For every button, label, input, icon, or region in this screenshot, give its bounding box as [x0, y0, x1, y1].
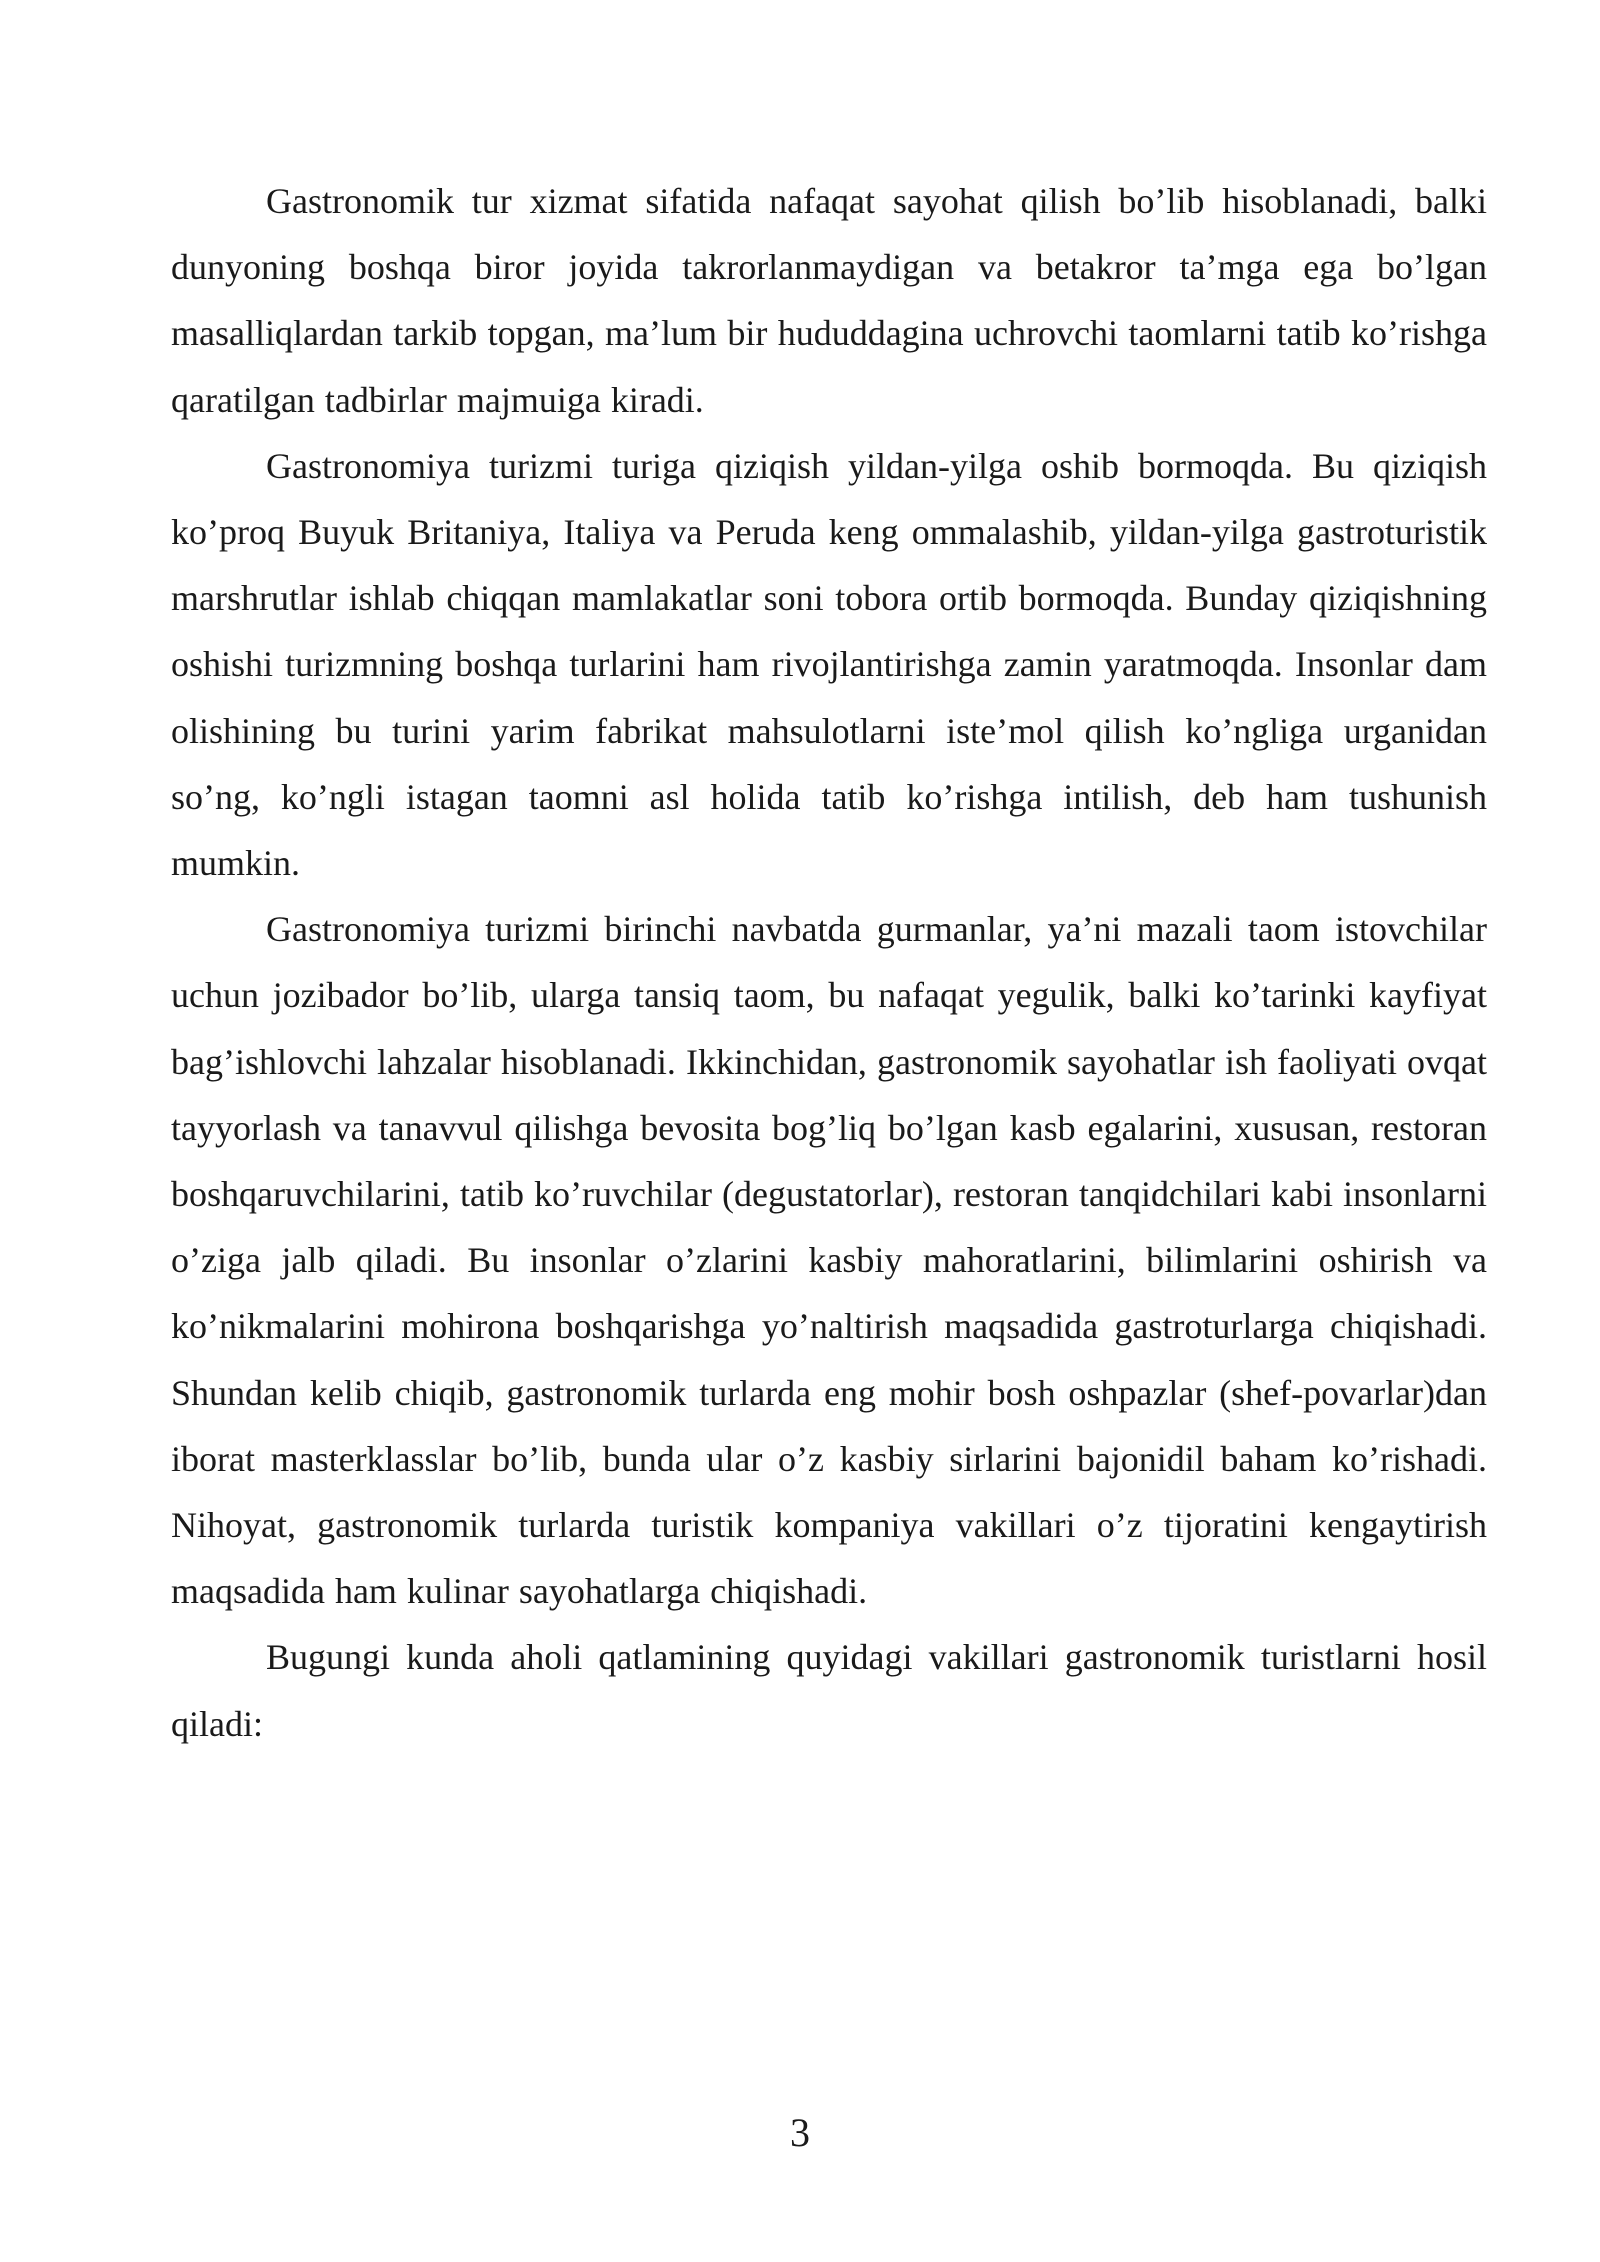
paragraph-3: Gastronomiya turizmi birinchi navbatda gurmanlar, ya’ni mazali taom istovchilar uchun jozibador bo’lib, ularga tansiq taom, bu nafaqat yegulik, balki ko’tarinki kayfiyat bag’ishlovchi lahzalar hisoblanadi. Ikkinchidan, gastronomik sayohatlar ish faoliyati ovqat tayyorlash va tanavvul qilishga bevosita bog’liq bo’lgan kasb egalarini, xususan, restoran boshqaruvchilarini, tatib ko’ruvchilar (degustatorlar), restoran tanqidchilari kabi insonlarni o’ziga jalb qiladi. Bu insonlar o’zlarini kasbiy mahoratlarini, bilimlarini oshirish va ko’nikmalarini mohirona boshqarishga yo’naltirish maqsadida gastroturlarga chiqishadi. Shundan kelib chiqib, gastronomik turlarda eng mohir bosh oshpazlar (shef-povarlar)dan iborat masterklasslar bo’lib, bunda ular o’z kasbiy sirlarini bajonidil baham ko’rishadi. Nihoyat, gastronomik turlarda turistik kompaniya vakillari o’z tijoratini kengaytirish maqsadida ham kulinar sayohatlarga chiqishadi.	[171, 909, 1487, 1612]
paragraph-4: Bugungi kunda aholi qatlamining quyidagi vakillari gastronomik turistlarni hosil qiladi:	[171, 1637, 1487, 1744]
page-number: 3	[790, 2110, 810, 2155]
body-text	[171, 168, 1487, 1757]
paragraph-1: Gastronomik tur xizmat sifatida nafaqat sayohat qilish bo’lib hisoblanadi, balki dunyoning boshqa biror joyida takrorlanmaydigan va betakror ta’mga ega bo’lgan masalliqlardan tarkib topgan, ma’lum bir hududdagina uchrovchi taomlarni tatib ko’rishga qaratilgan tadbirlar majmuiga kiradi.	[171, 181, 1487, 420]
paragraph-2: Gastronomiya turizmi turiga qiziqish yildan-yilga oshib bormoqda. Bu qiziqish ko’proq Buyuk Britaniya, Italiya va Peruda keng ommalashib, yildan-yilga gastroturistik marshrutlar ishlab chiqqan mamlakatlar soni tobora ortib bormoqda. Bunday qiziqishning oshishi turizmning boshqa turlarini ham rivojlantirishga zamin yaratmoqda. Insonlar dam olishining bu turini yarim fabrikat mahsulotlarni iste’mol qilish ko’ngliga urganidan so’ng, ko’ngli istagan taomni asl holida tatib ko’rishga intilish, deb ham tushunish mumkin.	[171, 445, 1487, 884]
